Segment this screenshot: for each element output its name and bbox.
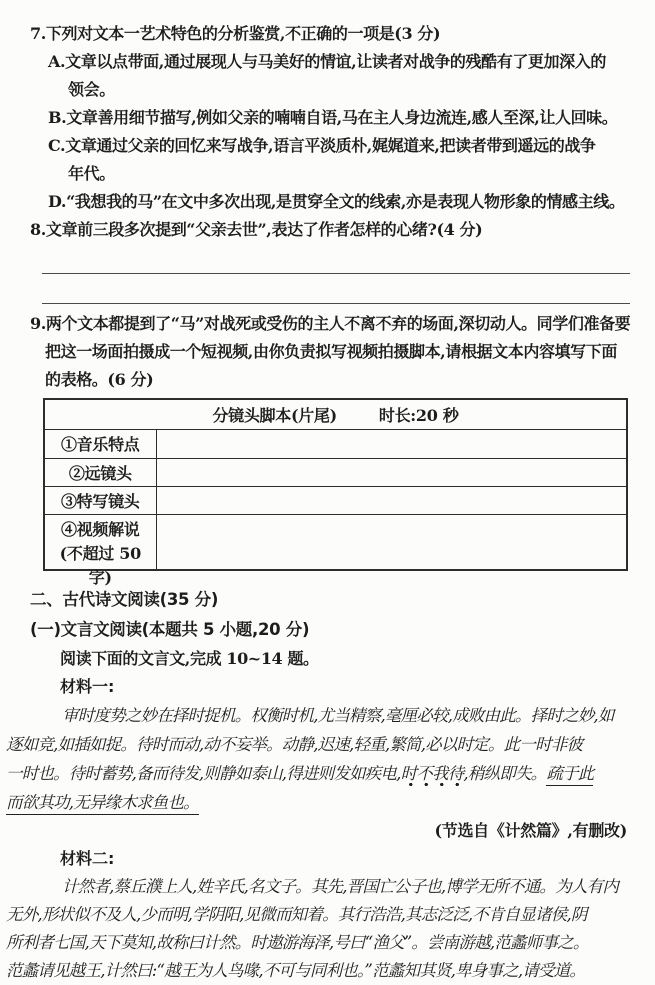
table-row xyxy=(44,429,627,458)
row-answer-cell xyxy=(156,458,627,486)
material-1-source-citation: (节选自《计然篇》,有删改) xyxy=(434,821,627,840)
material-2-line1: 计然者,蔡丘濮上人,姓辛氏,名文子。其先,晋国亡公子也,博学无所不通。为人有内 xyxy=(62,877,619,896)
underlined-text: 疏于此 xyxy=(546,764,593,786)
material-1-label: 材料一: xyxy=(60,677,115,696)
row-label-close-up: ③特写镜头 xyxy=(44,486,156,514)
question-9-line2: 把这一场面拍摄成一个短视频,由你负责拟写视频拍摄脚本,请根据文本内容填写下面 xyxy=(45,342,617,361)
question-8-stem: 8.文章前三段多次提到“父亲去世”,表达了作者怎样的心绪?(4 分) xyxy=(30,220,483,239)
question-7-stem: 7.下列对文本一艺术特色的分析鉴赏,不正确的一项是(3 分) xyxy=(30,24,441,43)
reading-instruction: 阅读下面的文言文,完成 10~14 题。 xyxy=(60,649,319,668)
subsection-heading-classical-reading: (一)文言文阅读(本题共 5 小题,20 分) xyxy=(30,620,310,639)
question-7-option-b: B.文章善用细节描写,例如父亲的喃喃自语,马在主人身边流连,感人至深,让人回味。 xyxy=(48,108,618,127)
material-2-line2: 无外,形状似不及人,少而明,学阴阳,见微而知着。其行浩浩,其志泛泛,不肯自显诸侯,阴 xyxy=(6,905,587,924)
question-7-option-c: C.文章通过父亲的回忆来写战争,语言平淡质朴,娓娓道来,把读者带到遥远的战争 xyxy=(48,136,596,155)
emphasized-text: 时不我待 xyxy=(401,764,464,787)
material-1-line4 xyxy=(0,788,655,817)
material-1-line2: 逐如竞,如插如捉。待时而动,动不妄举。动静,迟速,轻重,繁简,必以时定。此一时非彼 xyxy=(6,735,583,754)
table-row xyxy=(44,514,627,570)
question-7-option-a: A.文章以点带面,通过展现人与马美好的情谊,让读者对战争的残酷有了更加深入的 xyxy=(48,52,606,71)
table-row xyxy=(44,486,627,514)
row-label-narration-line2: (不超过 50 字) xyxy=(59,543,141,587)
answer-line xyxy=(42,274,630,304)
material-2-line4: 范蠡请见越王,计然曰:“越王为人鸟喙,不可与同利也。”范蠡知其贤,卑身事之,请受道。 xyxy=(6,961,586,980)
underlined-text: 而欲其功,无异缘木求鱼也。 xyxy=(6,793,199,815)
row-answer-cell xyxy=(156,429,627,458)
row-label-narration xyxy=(44,514,156,587)
row-label-music: ①音乐特点 xyxy=(44,429,156,458)
question-7-option-d: D.“我想我的马”在文中多次出现,是贯穿全文的线索,亦是表现人物形象的情感主线。 xyxy=(48,192,625,211)
answer-line xyxy=(42,244,630,274)
table-title: 分镜头脚本(片尾) xyxy=(212,405,337,425)
material-2-label: 材料二: xyxy=(60,849,115,868)
row-label-narration-line1: ④视频解说 xyxy=(60,519,140,539)
material-1-line3-mid: ,稍纵即失。 xyxy=(463,764,547,783)
row-label-long-shot: ②远镜头 xyxy=(44,458,156,486)
table-duration: 时长:20 秒 xyxy=(378,405,459,425)
table-header-row xyxy=(44,399,627,429)
storyboard-table xyxy=(43,398,628,587)
material-1-line1: 审时度势之妙在择时捉机。权衡时机,尤当精察,毫厘必较,成败由此。择时之妙,如 xyxy=(62,706,614,725)
row-answer-cell xyxy=(156,514,627,570)
section-heading-ancient-poetry: 二、古代诗文阅读(35 分) xyxy=(30,590,219,609)
question-7-option-a-wrap: 领会。 xyxy=(68,80,115,99)
question-7-option-c-wrap: 年代。 xyxy=(68,164,115,183)
question-9-line3: 的表格。(6 分) xyxy=(45,370,154,389)
material-1-line3 xyxy=(0,759,655,788)
row-answer-cell xyxy=(156,486,627,514)
material-1-line3-pre: 一时也。待时蓄势,备而待发,则静如泰山,得进则发如疾电, xyxy=(6,764,401,783)
question-9-line1: 9.两个文本都提到了“马”对战死或受伤的主人不离不弃的场面,深切动人。同学们准备要 xyxy=(30,314,631,333)
table-row xyxy=(44,458,627,486)
material-2-line3: 所利者七国,天下莫知,故称曰计然。时遨游海泽,号曰“渔父”。尝南游越,范蠡师事之。 xyxy=(6,933,589,952)
